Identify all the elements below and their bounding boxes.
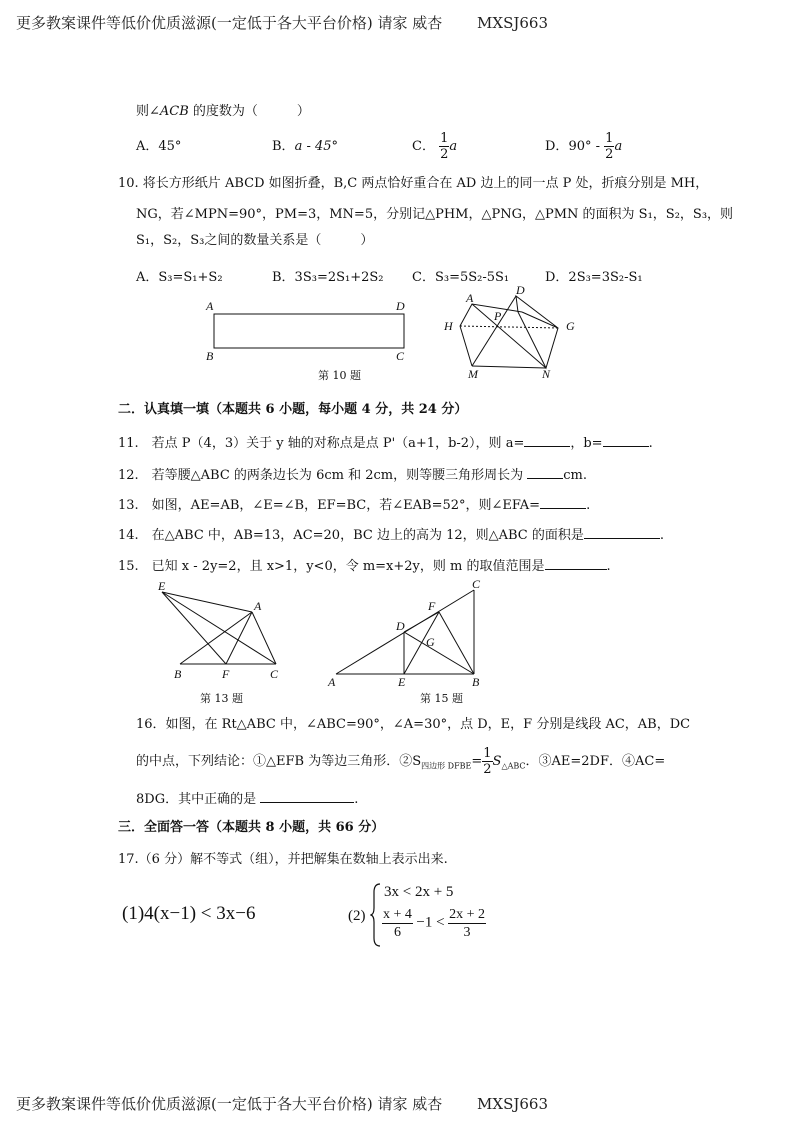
q9-option-a (136, 139, 181, 155)
figure-10-folded (438, 284, 588, 380)
q13-end: . (586, 498, 591, 513)
q9-stem-a: 则∠ (136, 104, 160, 119)
q12-blank (527, 465, 563, 479)
q16-blank (260, 789, 354, 803)
label-D: D (396, 299, 405, 313)
q11 (118, 433, 653, 452)
header-text: 更多教案课件等低价优质滋源(一定低于各大平台价格) 请家 威杏 (16, 14, 443, 32)
segment-P-G-N (516, 296, 558, 368)
label-F: F (222, 667, 230, 681)
q13-caption: 第 13 题 (200, 692, 243, 705)
q14-end: . (659, 528, 665, 543)
label-P: P (494, 309, 502, 323)
q16-line3-a: 8DG．其中正确的是 (136, 792, 257, 807)
q9-stem-c: 的度数为（ ） (188, 104, 310, 119)
q9-opt-d-fraction (604, 131, 614, 162)
label-G: G (426, 635, 435, 649)
label-E: E (158, 579, 166, 593)
q9-opt-c-fraction (439, 131, 449, 162)
label-D: D (516, 284, 525, 297)
q11-mid: ，b= (570, 436, 603, 451)
q14-text: 14. 在△ABC 中，AB=13，AC=20，BC 边上的高为 12，则△ABC 的面积是 (118, 528, 584, 543)
segment-H-A-P (460, 304, 522, 326)
section-2-title: 二．认真填一填（本题共 6 小题，每小题 4 分，共 24 分） (118, 402, 468, 417)
q10-line1: 10. 将长方形纸片 ABCD 如图折叠，B,C 两点恰好重合在 AD 边上的同一点 P 处，折痕分别是 MH， (118, 176, 709, 191)
q11-end: . (648, 436, 653, 451)
footer-code: MXSJ663 (477, 1095, 548, 1113)
q17-system-line2 (382, 906, 486, 941)
q12-text: 12. 若等腰△ABC 的两条边长为 6cm 和 2cm，则等腰三角形周长为 (118, 468, 524, 483)
system-brace (370, 882, 382, 948)
label-C: C (472, 578, 481, 591)
label-H: H (444, 319, 453, 333)
q17-mid: −1 < (416, 914, 445, 931)
q9-opt-d-pre: 90° - (568, 139, 601, 154)
q9-stem (136, 104, 310, 120)
frac-num: 1 (483, 746, 492, 761)
frac-num: x + 4 (383, 907, 412, 922)
page-footer (16, 1093, 548, 1114)
label-F: F (428, 599, 436, 613)
frac-num: 1 (440, 131, 449, 146)
q16-s: S (492, 754, 502, 769)
q9-opt-b-text: a - 45° (294, 139, 339, 154)
q15-caption: 第 15 题 (420, 692, 463, 705)
q9-opt-c-label: C． (412, 139, 435, 154)
q9-option-b (272, 139, 338, 155)
frac-num: 1 (605, 131, 614, 146)
q14-blank (584, 525, 660, 539)
q9-opt-c-var: a (449, 139, 458, 154)
header-code: MXSJ663 (477, 14, 548, 32)
q17-part1: (1)4(x−1) < 3x−6 (122, 903, 256, 924)
page-header (16, 12, 548, 33)
label-A: A (254, 599, 262, 613)
q15-blank (545, 556, 607, 570)
q10-line3: S₁，S₂，S₃之间的数量关系是（ ） (136, 233, 374, 248)
q13-text: 13. 如图，AE=AB，∠E=∠B，EF=BC，若∠EAB=52°，则∠EFA= (118, 498, 541, 513)
q9-opt-b-label: B． (272, 139, 295, 154)
frac-den: 2 (440, 147, 449, 162)
q9-stem-b: ACB (159, 104, 189, 119)
footer-text: 更多教案课件等低价优质滋源(一定低于各大平台价格) 请家 威杏 (16, 1095, 443, 1113)
q16-subscript-abc: △ABC (501, 761, 526, 771)
q17-text: 17.（6 分）解不等式（组），并把解集在数轴上表示出来. (118, 852, 448, 867)
figure-10-rectangle (200, 296, 420, 368)
label-B: B (206, 349, 214, 363)
q15 (118, 556, 611, 575)
frac-den: 2 (605, 147, 614, 162)
figure-13 (150, 578, 290, 684)
q11-blank-b (603, 433, 649, 447)
q10-line2: NG，若∠MPN=90°，PM=3，MN=5，分别记△PHM，△PNG，△PMN 的面积为 S₁，S₂，S₃，则 (136, 207, 734, 222)
q17-part2-label: (2) (348, 908, 366, 924)
section-3-title: 三．全面答一答（本题共 8 小题，共 66 分） (118, 820, 385, 835)
q16-fraction (482, 746, 492, 777)
segment-AN (472, 304, 546, 368)
q17-frac1 (382, 906, 413, 941)
rect-abcd (214, 314, 404, 348)
label-B: B (472, 675, 480, 689)
segment-MN (472, 366, 546, 368)
q9-opt-a-text: 45° (158, 139, 182, 154)
label-E: E (398, 675, 406, 689)
q10-option-b: B．3S₃=2S₁+2S₂ (272, 270, 384, 285)
segment-MD (472, 296, 516, 366)
segment-HM (460, 326, 472, 366)
frac-den: 3 (463, 925, 471, 940)
label-A: A (466, 291, 474, 305)
q16-line2-b: ．③AE=2DF．④AC= (525, 754, 666, 769)
q16-line2 (136, 746, 665, 777)
label-A: A (206, 299, 214, 313)
frac-den: 6 (393, 925, 401, 940)
q9-option-c (412, 131, 457, 162)
q17-frac2 (448, 906, 486, 941)
q16-subscript-quad: 四边形 DFBE (421, 761, 472, 771)
q16-line3 (136, 789, 358, 808)
q17-system-line1: 3x < 2x + 5 (384, 884, 454, 900)
label-M: M (468, 367, 478, 380)
segment-AF (226, 612, 252, 664)
q9-opt-a-label: A． (136, 139, 159, 154)
frac-num: 2x + 2 (449, 907, 485, 922)
q9-opt-d-var: a (614, 139, 623, 154)
q10-option-c: C．S₃=5S₂-5S₁ (412, 270, 510, 285)
q13 (118, 495, 590, 514)
segment-EF (162, 592, 226, 664)
q16-line3-b: . (354, 792, 359, 807)
segment-DB (404, 632, 474, 674)
q16-line1: 16．如图，在 Rt△ABC 中，∠ABC=90°，∠A=30°，点 D，E，F 分别是线段 AC，AB，DC (136, 717, 691, 732)
label-A: A (328, 675, 336, 689)
q9-option-d (545, 131, 622, 162)
q11-blank-a (524, 433, 570, 447)
q16-eq: = (471, 754, 483, 769)
q9-opt-d-label: D． (545, 139, 569, 154)
segment-EA (162, 592, 252, 612)
q15-end: . (606, 559, 611, 574)
segment-FB (439, 612, 474, 674)
segment-AB (180, 612, 252, 664)
q10-caption: 第 10 题 (318, 369, 361, 382)
label-G: G (566, 319, 575, 333)
q10-option-a: A．S₃=S₁+S₂ (136, 270, 223, 285)
figure-15 (322, 578, 492, 690)
q12-end: cm. (563, 468, 587, 483)
label-D: D (396, 619, 405, 633)
q12 (118, 465, 587, 484)
q13-blank (540, 495, 586, 509)
q15-text: 15. 已知 x - 2y=2，且 x>1，y<0，令 m=x+2y，则 m 的取值范围是 (118, 559, 545, 574)
q16-line2-a: 的中点，下列结论：①△EFB 为等边三角形．②S (136, 754, 422, 769)
label-C: C (270, 667, 279, 681)
q11-text: 11. 若点 P（4，3）关于 y 轴的对称点是点 P'（a+1，b-2），则 a= (118, 436, 525, 451)
segment-HG-dotted (460, 326, 558, 328)
label-C: C (396, 349, 405, 363)
q14 (118, 525, 664, 544)
frac-den: 2 (483, 762, 492, 777)
q10-option-d: D．2S₃=3S₂-S₁ (545, 270, 643, 285)
label-N: N (542, 367, 551, 380)
label-B: B (174, 667, 182, 681)
